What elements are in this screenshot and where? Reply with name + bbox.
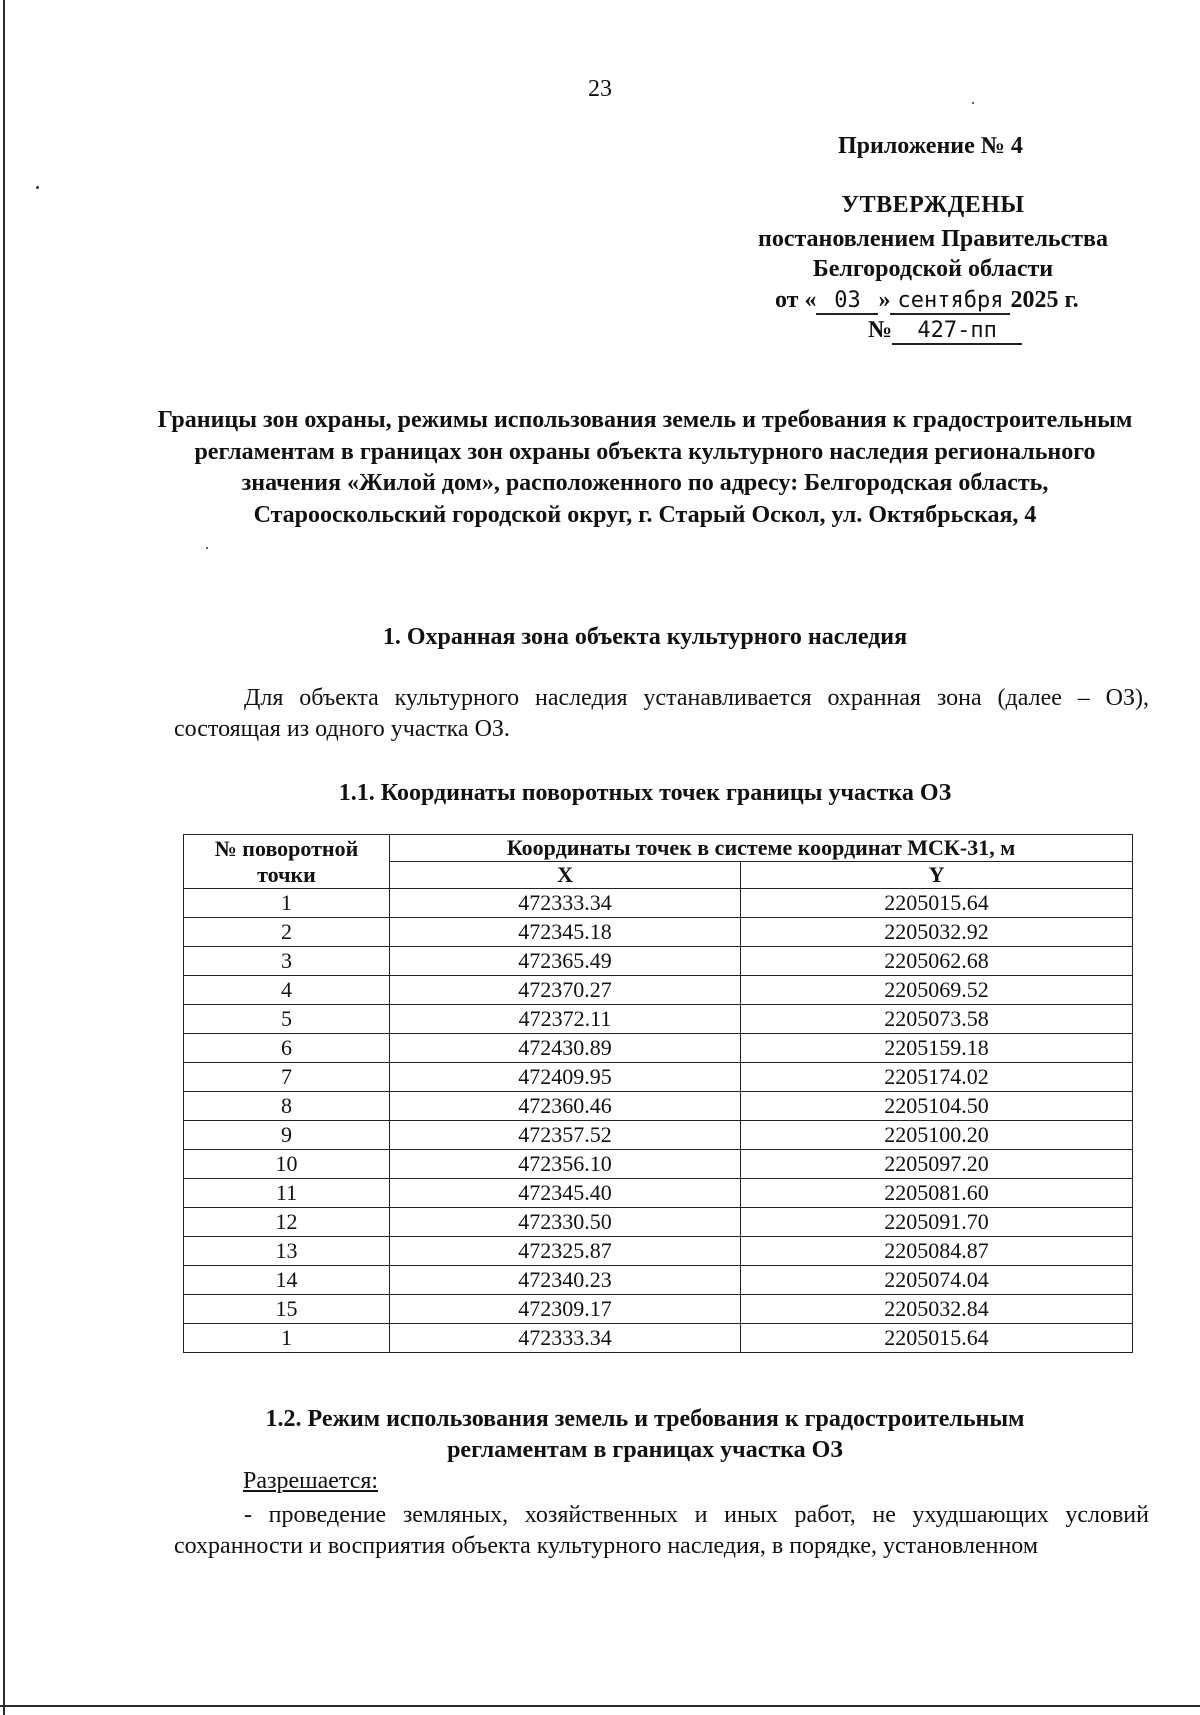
- table-row: [184, 1295, 1133, 1324]
- table-row: [184, 1237, 1133, 1266]
- coord-x: 472356.10: [390, 1150, 741, 1179]
- coord-x: 472325.87: [390, 1237, 741, 1266]
- coord-x: 472372.11: [390, 1005, 741, 1034]
- section-1-heading: 1. Охранная зона объекта культурного наследия: [382, 624, 908, 650]
- coord-x: 472345.18: [390, 918, 741, 947]
- section-1-2-heading: [150, 1404, 1140, 1466]
- table-row: [184, 918, 1133, 947]
- coord-y: 2205091.70: [741, 1208, 1133, 1237]
- header-point-number: № поворотной точки: [184, 835, 390, 889]
- table-row: [184, 976, 1133, 1005]
- point-number: 11: [184, 1179, 390, 1208]
- document-title: Границы зон охраны, режимы использования земель и требования к градостроительным регламентам в границах зон охраны объекта культурного наследия регионального значения «Жилой дом», расположенного по адресу: Белгородская область, Старооскольский городской округ, г. Старый Оскол, ул. Октябрьская, 4: [157, 407, 1133, 528]
- section-1-2-heading-line1: 1.2. Режим использования земель и требования к градостроительным: [265, 1406, 1025, 1432]
- appendix-label: Приложение № 4: [838, 133, 1023, 159]
- point-number: 1: [184, 889, 390, 918]
- approved-by-line: постановлением Правительства: [757, 226, 1108, 252]
- table-row: [184, 1150, 1133, 1179]
- point-number: 3: [184, 947, 390, 976]
- coord-y: 2205015.64: [741, 889, 1133, 918]
- approval-date: [775, 287, 1079, 315]
- coord-y: 2205073.58: [741, 1005, 1133, 1034]
- table-row: [184, 1034, 1133, 1063]
- table-row: [184, 1208, 1133, 1237]
- approval-number: [868, 317, 1022, 345]
- coord-y: 2205069.52: [741, 976, 1133, 1005]
- coord-x: 472430.89: [390, 1034, 741, 1063]
- header-y: Y: [741, 862, 1133, 889]
- table-row: [184, 889, 1133, 918]
- table-row: [184, 1005, 1133, 1034]
- coord-x: 472360.46: [390, 1092, 741, 1121]
- date-month: сентября: [890, 288, 1010, 315]
- scan-edge-left: [3, 0, 5, 1715]
- point-number: 7: [184, 1063, 390, 1092]
- coord-y: 2205032.92: [741, 918, 1133, 947]
- date-day: 03: [816, 288, 878, 315]
- table-row: [184, 1179, 1133, 1208]
- coord-y: 2205084.87: [741, 1237, 1133, 1266]
- coord-x: 472340.23: [390, 1266, 741, 1295]
- coord-y: 2205032.84: [741, 1295, 1133, 1324]
- coord-x: 472333.34: [390, 889, 741, 918]
- date-prefix: от «: [775, 287, 817, 313]
- coordinates-table: [183, 834, 1133, 1353]
- coord-y: 2205100.20: [741, 1121, 1133, 1150]
- coord-x: 472330.50: [390, 1208, 741, 1237]
- coord-y: 2205015.64: [741, 1324, 1133, 1353]
- point-number: 15: [184, 1295, 390, 1324]
- coord-x: 472309.17: [390, 1295, 741, 1324]
- point-number: 14: [184, 1266, 390, 1295]
- coord-x: 472409.95: [390, 1063, 741, 1092]
- table-row: [184, 1121, 1133, 1150]
- scan-edge-bottom: [0, 1705, 1200, 1707]
- date-mid: »: [878, 287, 891, 313]
- table-row: [184, 1092, 1133, 1121]
- coord-y: 2205097.20: [741, 1150, 1133, 1179]
- coord-x: 472345.40: [390, 1179, 741, 1208]
- page-number: 23: [588, 76, 612, 102]
- table-row: [184, 1266, 1133, 1295]
- resolution-number: 427-пп: [892, 318, 1022, 345]
- section-1-2-heading-line2: регламентам в границах участка ОЗ: [447, 1437, 843, 1463]
- point-number: 1: [184, 1324, 390, 1353]
- coord-y: 2205074.04: [741, 1266, 1133, 1295]
- header-x: X: [390, 862, 741, 889]
- coord-y: 2205104.50: [741, 1092, 1133, 1121]
- point-number: 12: [184, 1208, 390, 1237]
- header-coordinates: Координаты точек в системе координат МСК-31, м: [390, 835, 1133, 862]
- point-number: 8: [184, 1092, 390, 1121]
- allowed-label: Разрешается:: [243, 1468, 379, 1494]
- point-number: 4: [184, 976, 390, 1005]
- approved-heading: УТВЕРЖДЕНЫ: [841, 192, 1025, 218]
- point-number: 5: [184, 1005, 390, 1034]
- table-row: [184, 1324, 1133, 1353]
- point-number: 13: [184, 1237, 390, 1266]
- coord-x: 472333.34: [390, 1324, 741, 1353]
- coord-y: 2205062.68: [741, 947, 1133, 976]
- point-number: 2: [184, 918, 390, 947]
- table-row: [184, 1063, 1133, 1092]
- table-body: [184, 889, 1133, 1353]
- coord-x: 472365.49: [390, 947, 741, 976]
- date-year: 2025 г.: [1010, 287, 1079, 313]
- section-1-2-paragraph: - проведение земляных, хозяйственных и иных работ, не ухудшающих условий сохранности и восприятия объекта культурного наследия, в порядке, установленном: [174, 1502, 1149, 1559]
- table-row: [184, 947, 1133, 976]
- coord-x: 472357.52: [390, 1121, 741, 1150]
- coord-y: 2205159.18: [741, 1034, 1133, 1063]
- point-number: 9: [184, 1121, 390, 1150]
- point-number: 10: [184, 1150, 390, 1179]
- coord-y: 2205081.60: [741, 1179, 1133, 1208]
- coord-x: 472370.27: [390, 976, 741, 1005]
- point-number: 6: [184, 1034, 390, 1063]
- section-1-1-heading: 1.1. Координаты поворотных точек границы участка ОЗ: [338, 780, 952, 806]
- approved-region-line: Белгородской области: [812, 256, 1054, 282]
- coord-y: 2205174.02: [741, 1063, 1133, 1092]
- scan-speck: [206, 547, 208, 549]
- scan-speck: [36, 186, 39, 189]
- number-prefix: №: [868, 317, 893, 343]
- section-1-paragraph: Для объекта культурного наследия устанавливается охранная зона (далее – ОЗ), состоящая из одного участка ОЗ.: [174, 685, 1149, 742]
